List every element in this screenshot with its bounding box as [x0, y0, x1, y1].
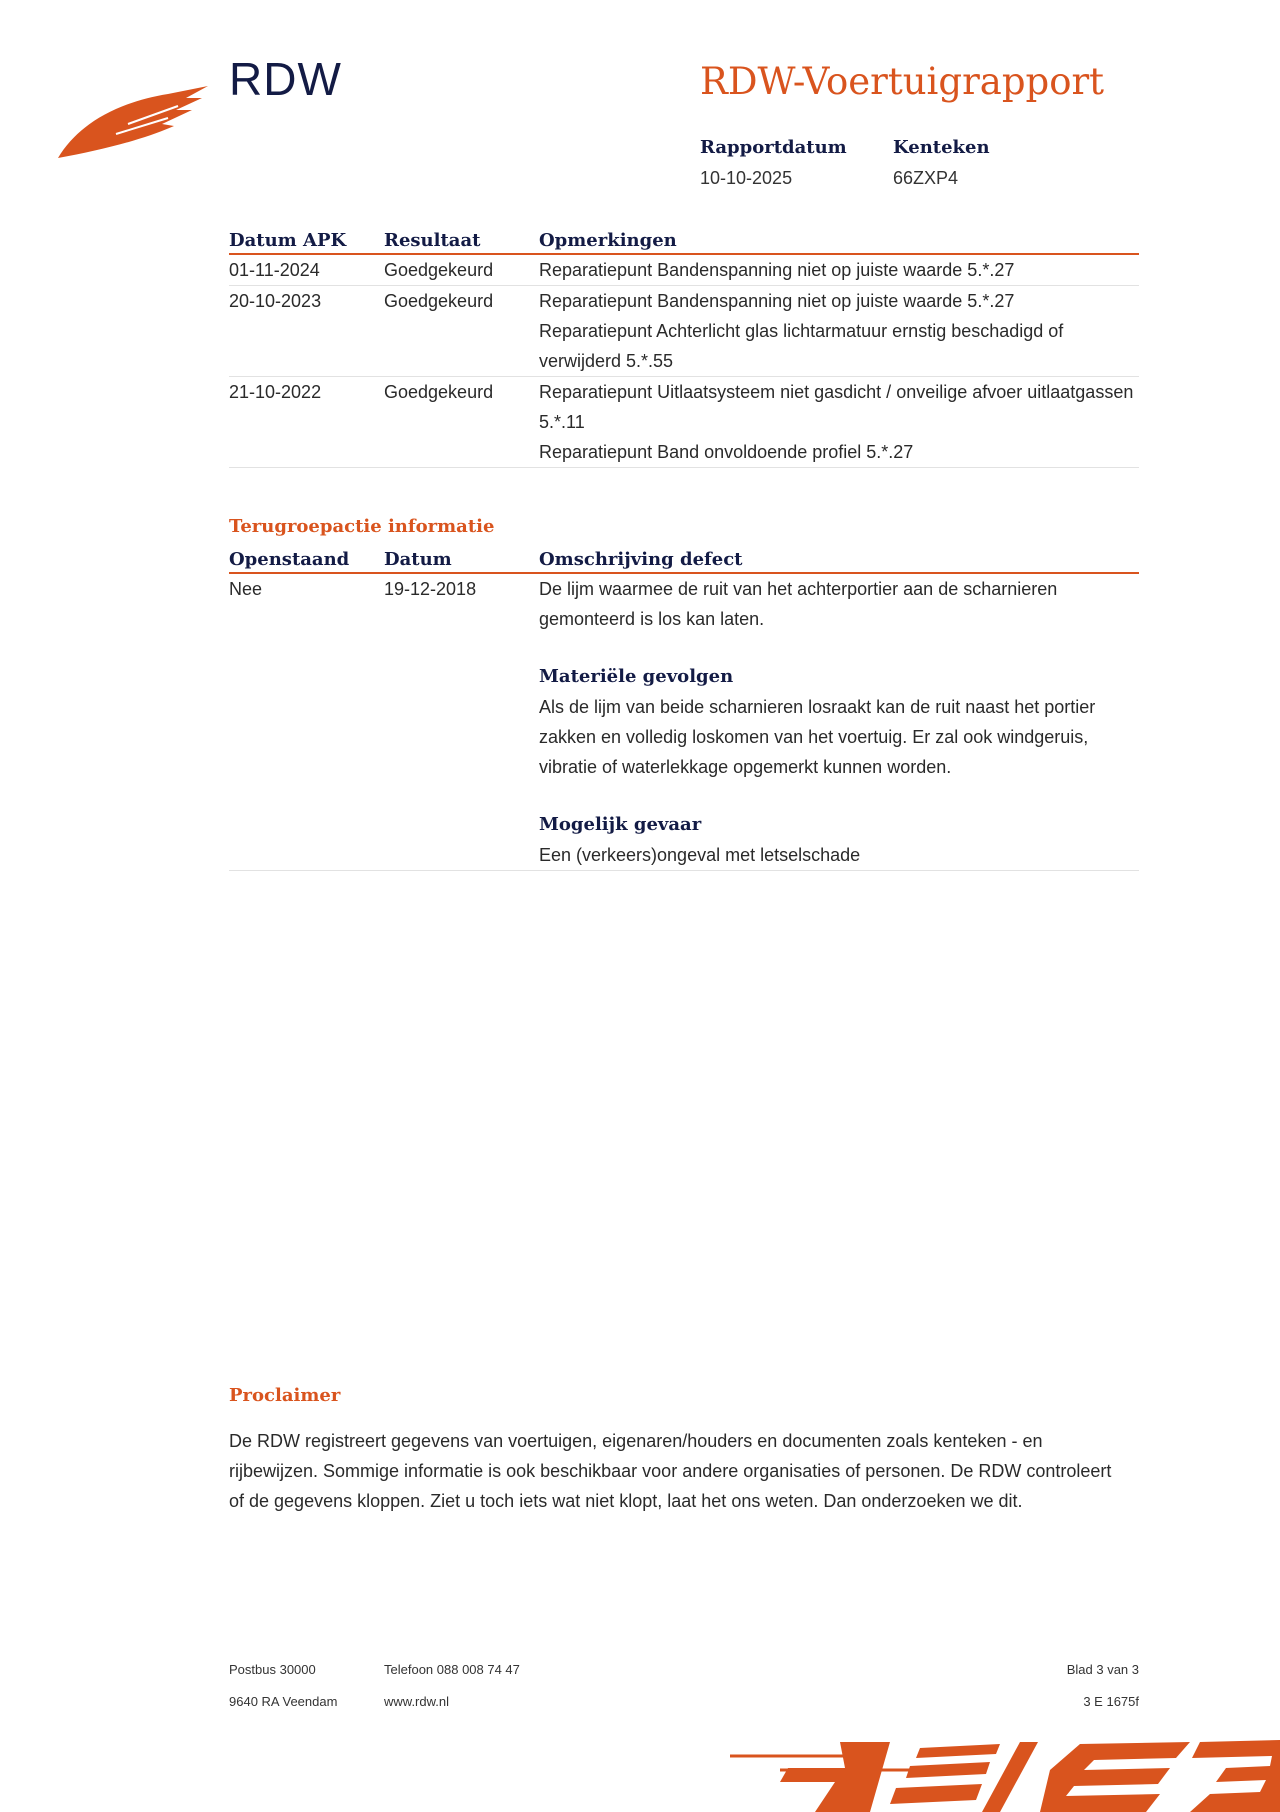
report-date-label: Rapportdatum [700, 137, 847, 158]
recall-date: 19-12-2018 [384, 579, 477, 599]
plate-block [893, 137, 990, 189]
recall-table-header [229, 541, 1139, 574]
apk-header-result: Resultaat [384, 230, 481, 251]
footer-page-number: Blad 3 van 3 [1066, 1662, 1139, 1677]
apk-table [229, 222, 1139, 468]
report-title: RDW-Voertuigrapport [700, 60, 1105, 103]
footer-address-line2: 9640 RA Veendam [229, 1694, 338, 1709]
recall-header-description: Omschrijving defect [539, 549, 743, 570]
recall-open: Nee [229, 579, 263, 599]
recall-header-open: Openstaand [229, 549, 350, 570]
rdw-feather-logo-icon [58, 84, 208, 160]
proclaimer-title: Proclaimer [229, 1385, 341, 1406]
apk-remark: Reparatiepunt Achterlicht glas lichtarmatuur ernstig beschadigd of verwijderd 5.*.55 [539, 321, 1064, 371]
consequences-text: Als de lijm van beide scharnieren losraakt kan de ruit naast het portier zakken en volledig loskomen van het voertuig. Er zal ook windgeruis, vibratie of waterlekkage opgemerkt kunnen worden. [539, 697, 1096, 777]
apk-remarks [539, 255, 1139, 285]
footer-phone: Telefoon 088 008 74 47 [384, 1662, 520, 1677]
apk-date: 01-11-2024 [229, 260, 320, 280]
danger-text: Een (verkeers)ongeval met letselschade [539, 845, 861, 865]
apk-result: Goedgekeurd [384, 382, 494, 402]
consequences-title: Materiële gevolgen [539, 666, 734, 687]
report-date-block [700, 137, 847, 189]
apk-result: Goedgekeurd [384, 260, 494, 280]
apk-remarks [539, 377, 1139, 467]
recall-description: De lijm waarmee de ruit van het achterportier aan de scharnieren gemonteerd is los kan laten. [539, 579, 1058, 629]
footer-address-line1: Postbus 30000 [229, 1662, 316, 1677]
apk-remark: Reparatiepunt Band onvoldoende profiel 5.*.27 [539, 442, 914, 462]
logo-text: RDW [229, 53, 342, 105]
footer-website: www.rdw.nl [384, 1694, 450, 1709]
apk-remarks [539, 286, 1139, 376]
table-row [229, 286, 1139, 377]
apk-result: Goedgekeurd [384, 291, 494, 311]
recall-header-date: Datum [384, 549, 452, 570]
plate-label: Kenteken [893, 137, 990, 158]
plate-value: 66ZXP4 [893, 168, 959, 188]
apk-date: 20-10-2023 [229, 291, 322, 311]
table-row [229, 255, 1139, 286]
apk-table-header [229, 222, 1139, 255]
recall-section-title: Terugroepactie informatie [229, 516, 495, 537]
report-date-value: 10-10-2025 [700, 168, 793, 188]
apk-remark: Reparatiepunt Uitlaatsysteem niet gasdicht / onveilige afvoer uitlaatgassen 5.*.11 [539, 382, 1134, 432]
recall-details [539, 574, 1139, 870]
danger-title: Mogelijk gevaar [539, 814, 702, 835]
table-row [229, 377, 1139, 468]
proclaimer-text: De RDW registreert gegevens van voertuigen, eigenaren/houders en documenten zoals kenteken - en rijbewijzen. Sommige informatie is ook beschikbaar voor andere organisaties of personen. De RDW controleert of de gegevens kloppen. Ziet u toch iets wat niet klopt, laat het ons weten. Dan onderzoeken we dit. [229, 1431, 1112, 1511]
apk-header-date: Datum APK [229, 230, 347, 251]
apk-date: 21-10-2022 [229, 382, 322, 402]
footer-code: 3 E 1675f [1083, 1694, 1139, 1709]
apk-header-remarks: Opmerkingen [539, 230, 677, 251]
apk-remark: Reparatiepunt Bandenspanning niet op juiste waarde 5.*.27 [539, 291, 1015, 311]
table-row [229, 574, 1139, 871]
apk-remark: Reparatiepunt Bandenspanning niet op juiste waarde 5.*.27 [539, 260, 1015, 280]
recall-table [229, 541, 1139, 871]
rdw-stripe-decoration [720, 1740, 1280, 1812]
